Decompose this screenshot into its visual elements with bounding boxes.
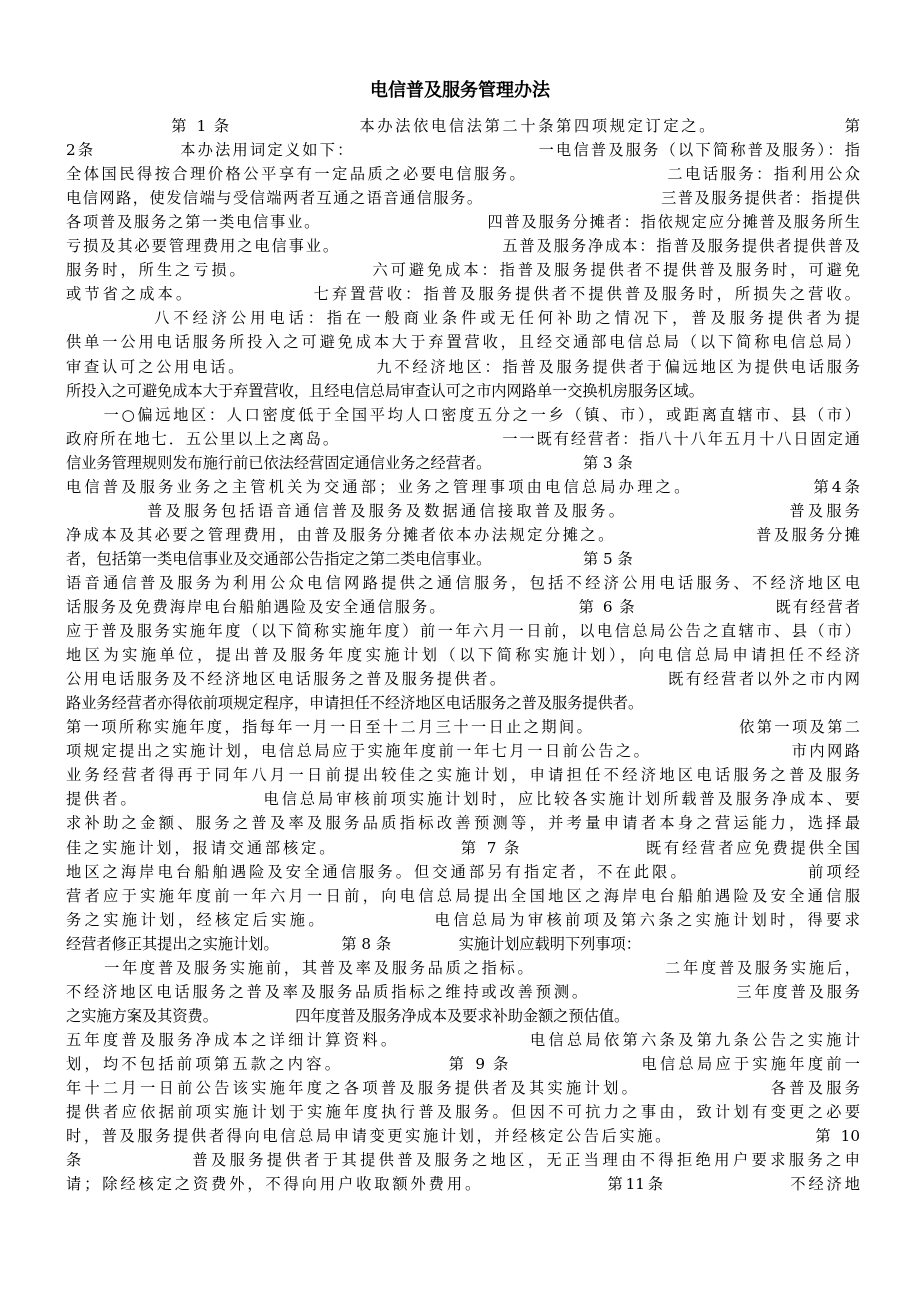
body-line: 地区之海岸电台船舶遇险及安全通信服务。但交通部另有指定者，不在此限。 前项经 <box>66 862 860 881</box>
body-line: 求补助之金额、服务之普及率及服务品质指标改善预测等，并考量申请者本身之营运能力，选择最 <box>66 814 860 833</box>
body-line: 公用电话服务及不经济地区电话服务之普及服务提供者。 既有经营者以外之市内网 <box>66 670 860 689</box>
body-line: 或节省之成本。 七弃置营收：指普及服务提供者不提供普及服务时，所损失之营收。 <box>66 285 860 304</box>
body-line: 2条 本办法用词定义如下： 一电信普及服务（以下简称普及服务）：指 <box>66 141 860 160</box>
body-line: 路业务经营者亦得依前项规定程序，申请担任不经济地区电话服务之普及服务提供者。 <box>66 694 644 713</box>
body-line: 者，包括第一类电信事业及交通部公告指定之第二类电信事业。 第 5 条 <box>66 549 633 568</box>
body-line: 佳之实施计划，报请交通部核定。 第 7 条 既有经营者应免费提供全国 <box>66 838 860 857</box>
body-line: 亏损及其必要管理费用之电信事业。 五普及服务净成本：指普及服务提供者提供普及 <box>66 237 860 256</box>
body-line: 地区为实施单位，提出普及服务年度实施计划（以下简称实施计划），向电信总局申请担任不经济 <box>66 646 860 665</box>
body-line: 之实施方案及其资费。 四年度普及服务净成本及要求补助金额之预估值。 <box>66 1006 630 1025</box>
body-line: 第 1 条 本办法依电信法第二十条第四项规定订定之。 第 <box>66 117 860 135</box>
body-line: 话服务及免费海岸电台船舶遇险及安全通信服务。 第 6 条 既有经营者 <box>66 598 860 616</box>
body-line: 务之实施计划，经核定后实施。 电信总局为审核前项及第六条之实施计划时，得要求 <box>66 910 860 929</box>
body-line: 八不经济公用电话：指在一般商业条件或无任何补助之情况下，普及服务提供者为提 <box>66 309 860 328</box>
body-line: 净成本及其必要之管理费用，由普及服务分摊者依本办法规定分摊之。 普及服务分摊 <box>66 525 860 544</box>
body-line: 项规定提出之实施计划，电信总局应于实施年度前一年七月一日前公告之。 市内网路 <box>66 742 860 761</box>
body-line: 审查认可之公用电话。 九不经济地区：指普及服务提供者于偏远地区为提供电话服务 <box>66 357 860 376</box>
body-line: 语音通信普及服务为利用公众电信网路提供之通信服务，包括不经济公用电话服务、不经济地区电 <box>66 573 860 592</box>
body-line: 不经济地区电话服务之普及率及服务品质指标之维持或改善预测。 三年度普及服务 <box>66 982 860 1001</box>
body-line: 信业务管理规则发布施行前已依法经营固定通信业务之经营者。 第 3 条 <box>66 453 633 472</box>
body-line: 经营者修正其提出之实施计划。 第 8 条 实施计划应载明下列事项： <box>66 934 641 953</box>
body-line: 所投入之可避免成本大于弃置营收，且经电信总局审查认可之市内网路单一交换机房服务区域。 <box>66 381 704 400</box>
body-line: 一年度普及服务实施前，其普及率及服务品质之指标。 二年度普及服务实施后， <box>66 958 860 977</box>
body-line: 条 普及服务提供者于其提供普及服务之地区，无正当理由不得拒绝用户要求服务之申 <box>66 1151 860 1170</box>
body-line: 年十二月一日前公告该实施年度之各项普及服务提供者及其实施计划。 各普及服务 <box>66 1079 860 1097</box>
body-line: 普及服务包括语音通信普及服务及数据通信接取普及服务。 普及服务 <box>66 501 860 520</box>
body-line: 服务时，所生之亏损。 六可避免成本：指普及服务提供者不提供普及服务时，可避免 <box>66 261 860 280</box>
body-line: 各项普及服务之第一类电信事业。 四普及服务分摊者：指依规定应分摊普及服务所生 <box>66 213 860 232</box>
body-line: 请；除经核定之资费外，不得向用户收取额外费用。 第11条 不经济地 <box>66 1175 860 1194</box>
body-line: 全体国民得按合理价格公平享有一定品质之必要电信服务。 二电话服务：指利用公众 <box>66 165 860 184</box>
body-line: 第一项所称实施年度，指每年一月一日至十二月三十一日止之期间。 依第一项及第二 <box>66 718 860 737</box>
body-line: 业务经营者得再于同年八月一日前提出较佳之实施计划，申请担任不经济地区电话服务之普及服务 <box>66 766 860 785</box>
body-line: 时，普及服务提供者得向电信总局申请变更实施计划，并经核定公告后实施。 第 10 <box>66 1127 860 1146</box>
body-line: 五年度普及服务净成本之详细计算资料。 电信总局依第六条及第九条公告之实施计 <box>66 1030 860 1049</box>
document-title: 电信普及服务管理办法 <box>370 80 550 101</box>
body-line: 应于普及服务实施年度（以下简称实施年度）前一年六月一日前，以电信总局公告之直辖市、县（市） <box>66 622 860 641</box>
body-line: 供单一公用电话服务所投入之可避免成本大于弃置营收，且经交通部电信总局（以下简称电信总局） <box>66 333 860 352</box>
body-line: 电信网路，使发信端与受信端两者互通之语音通信服务。 三普及服务提供者：指提供 <box>66 189 860 208</box>
body-line: 政府所在地七．五公里以上之离岛。 一一既有经营者：指八十八年五月十八日固定通 <box>66 429 860 448</box>
body-line: 提供者。 电信总局审核前项实施计划时，应比较各实施计划所载普及服务净成本、要 <box>66 790 860 809</box>
body-line: 营者应于实施年度前一年六月一日前，向电信总局提出全国地区之海岸电台船舶遇险及安全通信服 <box>66 886 860 905</box>
body-line: 电信普及服务业务之主管机关为交通部；业务之管理事项由电信总局办理之。 第4条 <box>66 477 860 496</box>
body-line: 划，均不包括前项第五款之内容。 第 9 条 电信总局应于实施年度前一 <box>66 1054 860 1073</box>
body-line: 提供者应依据前项实施计划于实施年度执行普及服务。但因不可抗力之事由，致计划有变更之必要 <box>66 1103 860 1122</box>
body-line: 一○偏远地区：人口密度低于全国平均人口密度五分之一乡（镇、市），或距离直辖市、县（市） <box>66 405 860 424</box>
